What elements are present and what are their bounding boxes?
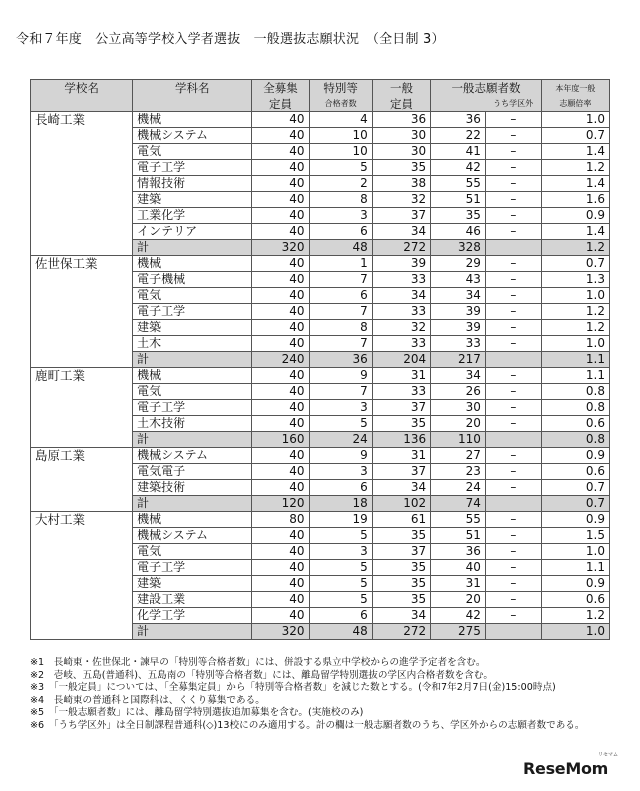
ratio-cell: 1.0 (541, 544, 609, 560)
ratio-cell: 1.2 (541, 304, 609, 320)
applicants-cell: 27 (431, 448, 486, 464)
dept-cell: 機械 (133, 368, 252, 384)
outside-cell (485, 432, 541, 448)
header-capacity: 全募集 (252, 80, 309, 98)
school-name: 島原工業 (31, 448, 133, 512)
applicants-cell: 34 (431, 368, 486, 384)
special-cell: 7 (309, 336, 372, 352)
capacity-cell: 40 (252, 128, 309, 144)
outside-cell (485, 624, 541, 640)
capacity-cell: 240 (252, 352, 309, 368)
applicants-cell: 74 (431, 496, 486, 512)
header-special: 特別等 (309, 80, 372, 98)
ratio-cell: 0.6 (541, 464, 609, 480)
applicants-cell: 33 (431, 336, 486, 352)
dept-cell: 化学工学 (133, 608, 252, 624)
special-cell: 8 (309, 320, 372, 336)
header-school: 学校名 (31, 80, 133, 98)
ratio-cell: 1.1 (541, 560, 609, 576)
dept-cell: 電子工学 (133, 304, 252, 320)
general-cell: 32 (372, 320, 430, 336)
special-cell: 1 (309, 256, 372, 272)
applicants-cell: 55 (431, 176, 486, 192)
table-row (31, 112, 610, 128)
ratio-cell: 1.4 (541, 224, 609, 240)
ratio-cell: 1.0 (541, 112, 609, 128)
dept-cell: 電子工学 (133, 160, 252, 176)
ratio-cell: 0.9 (541, 448, 609, 464)
header-special-2: 合格者数 (309, 97, 372, 112)
ratio-cell: 0.8 (541, 400, 609, 416)
ratio-cell: 1.2 (541, 608, 609, 624)
general-cell: 37 (372, 544, 430, 560)
ratio-cell: 0.6 (541, 592, 609, 608)
applicants-cell: 22 (431, 128, 486, 144)
general-cell: 35 (372, 592, 430, 608)
applicants-cell: 328 (431, 240, 486, 256)
outside-cell: – (485, 208, 541, 224)
outside-cell (485, 496, 541, 512)
general-cell: 38 (372, 176, 430, 192)
special-cell: 8 (309, 192, 372, 208)
header-ratio: 本年度一般 (541, 80, 609, 98)
capacity-cell: 40 (252, 176, 309, 192)
special-cell: 5 (309, 592, 372, 608)
applicants-cell: 39 (431, 320, 486, 336)
footnote: ※3 「一般定員」については、「全募集定員」から「特別等合格者数」を減じた数とする。(令和7年2月7日(金)15:00時点) (30, 682, 556, 694)
outside-cell: – (485, 416, 541, 432)
outside-cell: – (485, 304, 541, 320)
general-cell: 35 (372, 416, 430, 432)
capacity-cell: 40 (252, 384, 309, 400)
applicants-cell: 51 (431, 192, 486, 208)
header-applicants-blank (431, 97, 486, 112)
general-cell: 34 (372, 224, 430, 240)
outside-cell: – (485, 448, 541, 464)
header-school-blank (31, 97, 133, 112)
outside-cell (485, 352, 541, 368)
outside-cell: – (485, 464, 541, 480)
ratio-cell: 1.0 (541, 624, 609, 640)
table-row (31, 448, 610, 464)
ratio-cell: 0.6 (541, 416, 609, 432)
outside-cell (485, 240, 541, 256)
capacity-cell: 40 (252, 320, 309, 336)
school-name: 佐世保工業 (31, 256, 133, 368)
capacity-cell: 40 (252, 272, 309, 288)
footnote: ※6 「うち学区外」は全日制課程普通科(◇)13校にのみ適用する。計の欄は一般志願者数のうち、学区外からの志願者数である。 (30, 719, 585, 731)
footnote: ※5 「一般志願者数」には、離島留学特別選抜追加募集を含む。(実施校のみ) (30, 707, 364, 719)
dept-cell: 機械システム (133, 448, 252, 464)
special-cell: 36 (309, 352, 372, 368)
table-row (31, 256, 610, 272)
capacity-cell: 40 (252, 448, 309, 464)
applicants-cell: 24 (431, 480, 486, 496)
special-cell: 48 (309, 240, 372, 256)
general-cell: 136 (372, 432, 430, 448)
capacity-cell: 40 (252, 400, 309, 416)
dept-cell: 工業化学 (133, 208, 252, 224)
general-cell: 35 (372, 576, 430, 592)
capacity-cell: 40 (252, 160, 309, 176)
outside-cell: – (485, 288, 541, 304)
header-dept-blank (133, 97, 252, 112)
ratio-cell: 1.2 (541, 240, 609, 256)
dept-cell: 電子工学 (133, 400, 252, 416)
capacity-cell: 80 (252, 512, 309, 528)
general-cell: 33 (372, 272, 430, 288)
capacity-cell: 40 (252, 208, 309, 224)
general-cell: 34 (372, 480, 430, 496)
special-cell: 4 (309, 112, 372, 128)
dept-cell: 計 (133, 496, 252, 512)
school-name: 大村工業 (31, 512, 133, 640)
applicants-cell: 43 (431, 272, 486, 288)
capacity-cell: 40 (252, 608, 309, 624)
ratio-cell: 1.1 (541, 368, 609, 384)
general-cell: 31 (372, 448, 430, 464)
ratio-cell: 0.7 (541, 480, 609, 496)
footnotes (30, 657, 630, 733)
special-cell: 18 (309, 496, 372, 512)
ratio-cell: 1.6 (541, 192, 609, 208)
school-name: 鹿町工業 (31, 368, 133, 448)
capacity-cell: 40 (252, 416, 309, 432)
header-ratio-2: 志願倍率 (541, 97, 609, 112)
special-cell: 7 (309, 272, 372, 288)
dept-cell: 計 (133, 432, 252, 448)
general-cell: 272 (372, 240, 430, 256)
applicants-cell: 42 (431, 160, 486, 176)
capacity-cell: 40 (252, 144, 309, 160)
outside-cell: – (485, 480, 541, 496)
capacity-cell: 40 (252, 560, 309, 576)
applicants-cell: 46 (431, 224, 486, 240)
general-cell: 33 (372, 336, 430, 352)
outside-cell: – (485, 160, 541, 176)
special-cell: 3 (309, 544, 372, 560)
ratio-cell: 0.9 (541, 512, 609, 528)
dept-cell: 建設工業 (133, 592, 252, 608)
dept-cell: 計 (133, 624, 252, 640)
general-cell: 37 (372, 208, 430, 224)
table-row (31, 368, 610, 384)
special-cell: 6 (309, 480, 372, 496)
special-cell: 3 (309, 400, 372, 416)
capacity-cell: 160 (252, 432, 309, 448)
general-cell: 31 (372, 368, 430, 384)
special-cell: 6 (309, 288, 372, 304)
special-cell: 48 (309, 624, 372, 640)
special-cell: 9 (309, 368, 372, 384)
applicants-cell: 36 (431, 544, 486, 560)
dept-cell: 建築 (133, 320, 252, 336)
general-cell: 39 (372, 256, 430, 272)
footnote: ※2 壱岐、五島(普通科)、五島南の「特別等合格者数」には、離島留学特別選抜の学区内合格者数を含む。 (30, 669, 493, 681)
dept-cell: 電気 (133, 544, 252, 560)
capacity-cell: 40 (252, 544, 309, 560)
outside-cell: – (485, 592, 541, 608)
special-cell: 7 (309, 384, 372, 400)
ratio-cell: 1.4 (541, 144, 609, 160)
special-cell: 10 (309, 144, 372, 160)
applicants-cell: 34 (431, 288, 486, 304)
capacity-cell: 320 (252, 624, 309, 640)
dept-cell: 建築技術 (133, 480, 252, 496)
general-cell: 34 (372, 288, 430, 304)
applications-table (30, 79, 610, 640)
header-applicants: 一般志願者数 (431, 80, 542, 98)
dept-cell: 土木技術 (133, 416, 252, 432)
special-cell: 7 (309, 304, 372, 320)
dept-cell: 土木 (133, 336, 252, 352)
applicants-cell: 29 (431, 256, 486, 272)
outside-cell: – (485, 128, 541, 144)
general-cell: 272 (372, 624, 430, 640)
capacity-cell: 40 (252, 224, 309, 240)
dept-cell: 機械 (133, 256, 252, 272)
dept-cell: 計 (133, 240, 252, 256)
outside-cell: – (485, 144, 541, 160)
applicants-cell: 26 (431, 384, 486, 400)
dept-cell: 情報技術 (133, 176, 252, 192)
ratio-cell: 0.9 (541, 208, 609, 224)
special-cell: 10 (309, 128, 372, 144)
special-cell: 19 (309, 512, 372, 528)
special-cell: 5 (309, 560, 372, 576)
general-cell: 102 (372, 496, 430, 512)
special-cell: 5 (309, 416, 372, 432)
ratio-cell: 1.0 (541, 336, 609, 352)
ratio-cell: 0.7 (541, 496, 609, 512)
general-cell: 37 (372, 464, 430, 480)
special-cell: 2 (309, 176, 372, 192)
outside-cell: – (485, 560, 541, 576)
ratio-cell: 0.9 (541, 576, 609, 592)
dept-cell: 機械 (133, 512, 252, 528)
applicants-cell: 31 (431, 576, 486, 592)
ratio-cell: 0.8 (541, 384, 609, 400)
outside-cell: – (485, 512, 541, 528)
capacity-cell: 40 (252, 464, 309, 480)
capacity-cell: 40 (252, 576, 309, 592)
general-cell: 61 (372, 512, 430, 528)
dept-cell: 電気 (133, 144, 252, 160)
general-cell: 35 (372, 528, 430, 544)
dept-cell: 電気電子 (133, 464, 252, 480)
outside-cell: – (485, 368, 541, 384)
resemom-logo-sub: リセマム (598, 752, 618, 758)
general-cell: 204 (372, 352, 430, 368)
ratio-cell: 1.2 (541, 320, 609, 336)
general-cell: 35 (372, 560, 430, 576)
applicants-cell: 42 (431, 608, 486, 624)
ratio-cell: 1.4 (541, 176, 609, 192)
applicants-cell: 110 (431, 432, 486, 448)
applicants-cell: 217 (431, 352, 486, 368)
general-cell: 32 (372, 192, 430, 208)
dept-cell: 電子機械 (133, 272, 252, 288)
school-name: 長崎工業 (31, 112, 133, 256)
footnote: ※4 長崎東の普通科と国際科は、くくり募集である。 (30, 694, 265, 706)
ratio-cell: 0.7 (541, 128, 609, 144)
general-cell: 37 (372, 400, 430, 416)
special-cell: 3 (309, 208, 372, 224)
dept-cell: 機械システム (133, 528, 252, 544)
ratio-cell: 1.3 (541, 272, 609, 288)
capacity-cell: 320 (252, 240, 309, 256)
general-cell: 34 (372, 608, 430, 624)
dept-cell: 建築 (133, 192, 252, 208)
special-cell: 6 (309, 608, 372, 624)
dept-cell: 電気 (133, 384, 252, 400)
applicants-cell: 35 (431, 208, 486, 224)
capacity-cell: 40 (252, 336, 309, 352)
applicants-cell: 275 (431, 624, 486, 640)
dept-cell: 電子工学 (133, 560, 252, 576)
capacity-cell: 40 (252, 112, 309, 128)
applicants-cell: 30 (431, 400, 486, 416)
resemom-logo: ReseMom (523, 759, 609, 778)
special-cell: 5 (309, 160, 372, 176)
outside-cell: – (485, 336, 541, 352)
applicants-cell: 39 (431, 304, 486, 320)
capacity-cell: 40 (252, 192, 309, 208)
page-title: 令和７年度 公立高等学校入学者選抜 一般選抜志願状況 （全日制 3） (16, 32, 445, 47)
header-general: 一般 (372, 80, 430, 98)
ratio-cell: 1.1 (541, 352, 609, 368)
outside-cell: – (485, 112, 541, 128)
outside-cell: – (485, 608, 541, 624)
general-cell: 30 (372, 144, 430, 160)
ratio-cell: 1.2 (541, 160, 609, 176)
outside-cell: – (485, 384, 541, 400)
dept-cell: 建築 (133, 576, 252, 592)
dept-cell: 機械システム (133, 128, 252, 144)
general-cell: 33 (372, 304, 430, 320)
capacity-cell: 40 (252, 256, 309, 272)
applicants-cell: 41 (431, 144, 486, 160)
outside-cell: – (485, 576, 541, 592)
outside-cell: – (485, 272, 541, 288)
header-dept: 学科名 (133, 80, 252, 98)
header-outside: うち学区外 (485, 97, 541, 112)
special-cell: 6 (309, 224, 372, 240)
header-capacity-2: 定員 (252, 97, 309, 112)
outside-cell: – (485, 400, 541, 416)
table-row (31, 512, 610, 528)
general-cell: 36 (372, 112, 430, 128)
capacity-cell: 40 (252, 288, 309, 304)
outside-cell: – (485, 176, 541, 192)
general-cell: 33 (372, 384, 430, 400)
applicants-cell: 20 (431, 592, 486, 608)
ratio-cell: 0.7 (541, 256, 609, 272)
ratio-cell: 1.5 (541, 528, 609, 544)
capacity-cell: 40 (252, 592, 309, 608)
applicants-cell: 55 (431, 512, 486, 528)
capacity-cell: 120 (252, 496, 309, 512)
header-general-2: 定員 (372, 97, 430, 112)
general-cell: 35 (372, 160, 430, 176)
special-cell: 3 (309, 464, 372, 480)
outside-cell: – (485, 256, 541, 272)
outside-cell: – (485, 544, 541, 560)
dept-cell: 計 (133, 352, 252, 368)
dept-cell: 電気 (133, 288, 252, 304)
outside-cell: – (485, 224, 541, 240)
outside-cell: – (485, 528, 541, 544)
applicants-cell: 20 (431, 416, 486, 432)
capacity-cell: 40 (252, 304, 309, 320)
capacity-cell: 40 (252, 480, 309, 496)
applicants-cell: 51 (431, 528, 486, 544)
applicants-cell: 40 (431, 560, 486, 576)
ratio-cell: 1.0 (541, 288, 609, 304)
ratio-cell: 0.8 (541, 432, 609, 448)
applicants-cell: 36 (431, 112, 486, 128)
capacity-cell: 40 (252, 368, 309, 384)
special-cell: 5 (309, 576, 372, 592)
dept-cell: インテリア (133, 224, 252, 240)
special-cell: 24 (309, 432, 372, 448)
capacity-cell: 40 (252, 528, 309, 544)
outside-cell: – (485, 320, 541, 336)
applicants-cell: 23 (431, 464, 486, 480)
general-cell: 30 (372, 128, 430, 144)
special-cell: 5 (309, 528, 372, 544)
special-cell: 9 (309, 448, 372, 464)
dept-cell: 機械 (133, 112, 252, 128)
footnote: ※1 長崎東・佐世保北・諫早の「特別等合格者数」には、併設する県立中学校からの進学予定者を含む。 (30, 657, 486, 668)
outside-cell: – (485, 192, 541, 208)
